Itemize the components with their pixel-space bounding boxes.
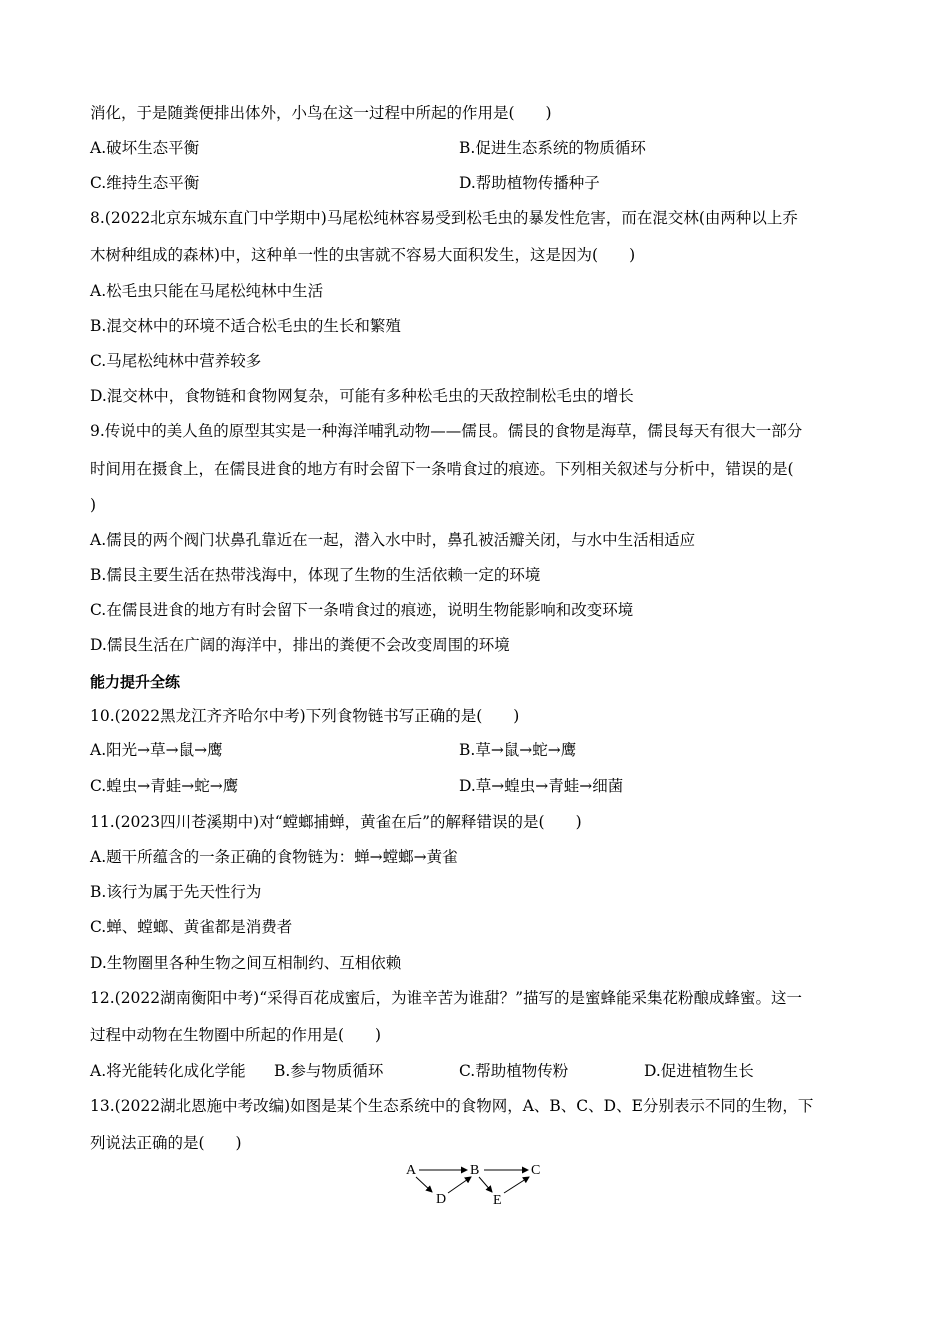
- q10-option-a: A.阳光→草→鼠→鹰: [90, 741, 223, 759]
- q12-options-row: [90, 1061, 754, 1081]
- edge-d-b: [448, 1177, 471, 1193]
- q12-option-c: C.帮助植物传粉: [459, 1062, 569, 1080]
- section-heading: 能力提升全练: [90, 673, 181, 691]
- q9-stem-line-3: ): [90, 496, 97, 514]
- q9-option-a: A.儒艮的两个阀门状鼻孔靠近在一起，潜入水中时，鼻孔被活瓣关闭，与水中生活相适应: [90, 531, 696, 549]
- food-web-diagram: [400, 1155, 550, 1210]
- q11-stem: 11.(2023四川苍溪期中)对“螳螂捕蝉，黄雀在后”的解释错误的是( ): [90, 813, 582, 831]
- q7-option-a: A.破坏生态平衡: [90, 139, 200, 157]
- q11-option-a: A.题干所蕴含的一条正确的食物链为：蝉→螳螂→黄雀: [90, 848, 458, 866]
- q9-stem-line-2: 时间用在摄食上，在儒艮进食的地方有时会留下一条啃食过的痕迹。下列相关叙述与分析中，错误的是(: [90, 460, 794, 478]
- q10-stem: 10.(2022黑龙江齐齐哈尔中考)下列食物链书写正确的是( ): [90, 707, 520, 725]
- q12-stem-line-2: 过程中动物在生物圈中所起的作用是( ): [90, 1026, 382, 1044]
- q9-option-d: D.儒艮生活在广阔的海洋中，排出的粪便不会改变周围的环境: [90, 636, 510, 654]
- q8-option-a: A.松毛虫只能在马尾松纯林中生活: [90, 282, 324, 300]
- node-e: E: [493, 1193, 502, 1208]
- q13-stem-line-2: 列说法正确的是( ): [90, 1134, 242, 1152]
- q8-stem-line-1: 8.(2022北京东城东直门中学期中)马尾松纯林容易受到松毛虫的暴发性危害，而在混交林(由两种以上乔: [90, 209, 798, 227]
- q9-stem-line-1: 9.传说中的美人鱼的原型其实是一种海洋哺乳动物——儒艮。儒艮的食物是海草，儒艮每天有很大一部分: [90, 422, 803, 440]
- q8-option-c: C.马尾松纯林中营养较多: [90, 352, 262, 370]
- q11-option-b: B.该行为属于先天性行为: [90, 883, 262, 901]
- q7-option-b: B.促进生态系统的物质循环: [459, 139, 646, 157]
- q12-option-d: D.促进植物生长: [644, 1062, 754, 1080]
- q9-option-c: C.在儒艮进食的地方有时会留下一条啃食过的痕迹，说明生物能影响和改变环境: [90, 601, 634, 619]
- node-a: A: [406, 1163, 417, 1178]
- q10-options-row-2: [90, 776, 624, 796]
- q7-options-row-1: [90, 138, 646, 158]
- edge-e-c: [504, 1177, 529, 1193]
- q13-stem-line-1: 13.(2022湖北恩施中考改编)如图是某个生态系统中的食物网，A、B、C、D、E分别表示不同的生物，下: [90, 1097, 814, 1115]
- q11-option-d: D.生物圈里各种生物之间互相制约、互相依赖: [90, 954, 402, 972]
- q10-option-b: B.草→鼠→蛇→鹰: [459, 741, 577, 759]
- q10-option-d: D.草→蝗虫→青蛙→细菌: [459, 777, 624, 795]
- q7-option-d: D.帮助植物传播种子: [459, 174, 600, 192]
- q12-stem-line-1: 12.(2022湖南衡阳中考)“采得百花成蜜后，为谁辛苦为谁甜？”描写的是蜜蜂能采集花粉酿成蜂蜜。这一: [90, 989, 803, 1007]
- q7-options-row-2: [90, 173, 600, 193]
- q8-option-b: B.混交林中的环境不适合松毛虫的生长和繁殖: [90, 317, 401, 335]
- edge-b-e: [479, 1177, 492, 1192]
- q8-stem-line-2: 木树种组成的森林)中，这种单一性的虫害就不容易大面积发生，这是因为( ): [90, 246, 636, 264]
- node-c: C: [531, 1163, 541, 1178]
- q10-options-row-1: [90, 740, 577, 760]
- q8-option-d: D.混交林中，食物链和食物网复杂，可能有多种松毛虫的天敌控制松毛虫的增长: [90, 387, 634, 405]
- node-d: D: [436, 1192, 447, 1207]
- q10-option-c: C.蝗虫→青蛙→蛇→鹰: [90, 777, 239, 795]
- node-b: B: [470, 1163, 480, 1178]
- q11-option-c: C.蝉、螳螂、黄雀都是消费者: [90, 918, 293, 936]
- q7-option-c: C.维持生态平衡: [90, 174, 200, 192]
- q9-option-b: B.儒艮主要生活在热带浅海中，体现了生物的生活依赖一定的环境: [90, 566, 541, 584]
- q12-option-b: B.参与物质循环: [274, 1062, 384, 1080]
- edge-a-d: [416, 1177, 432, 1192]
- q7-continuation: 消化，于是随粪便排出体外，小鸟在这一过程中所起的作用是( ): [90, 104, 552, 122]
- q12-option-a: A.将光能转化成化学能: [90, 1062, 246, 1080]
